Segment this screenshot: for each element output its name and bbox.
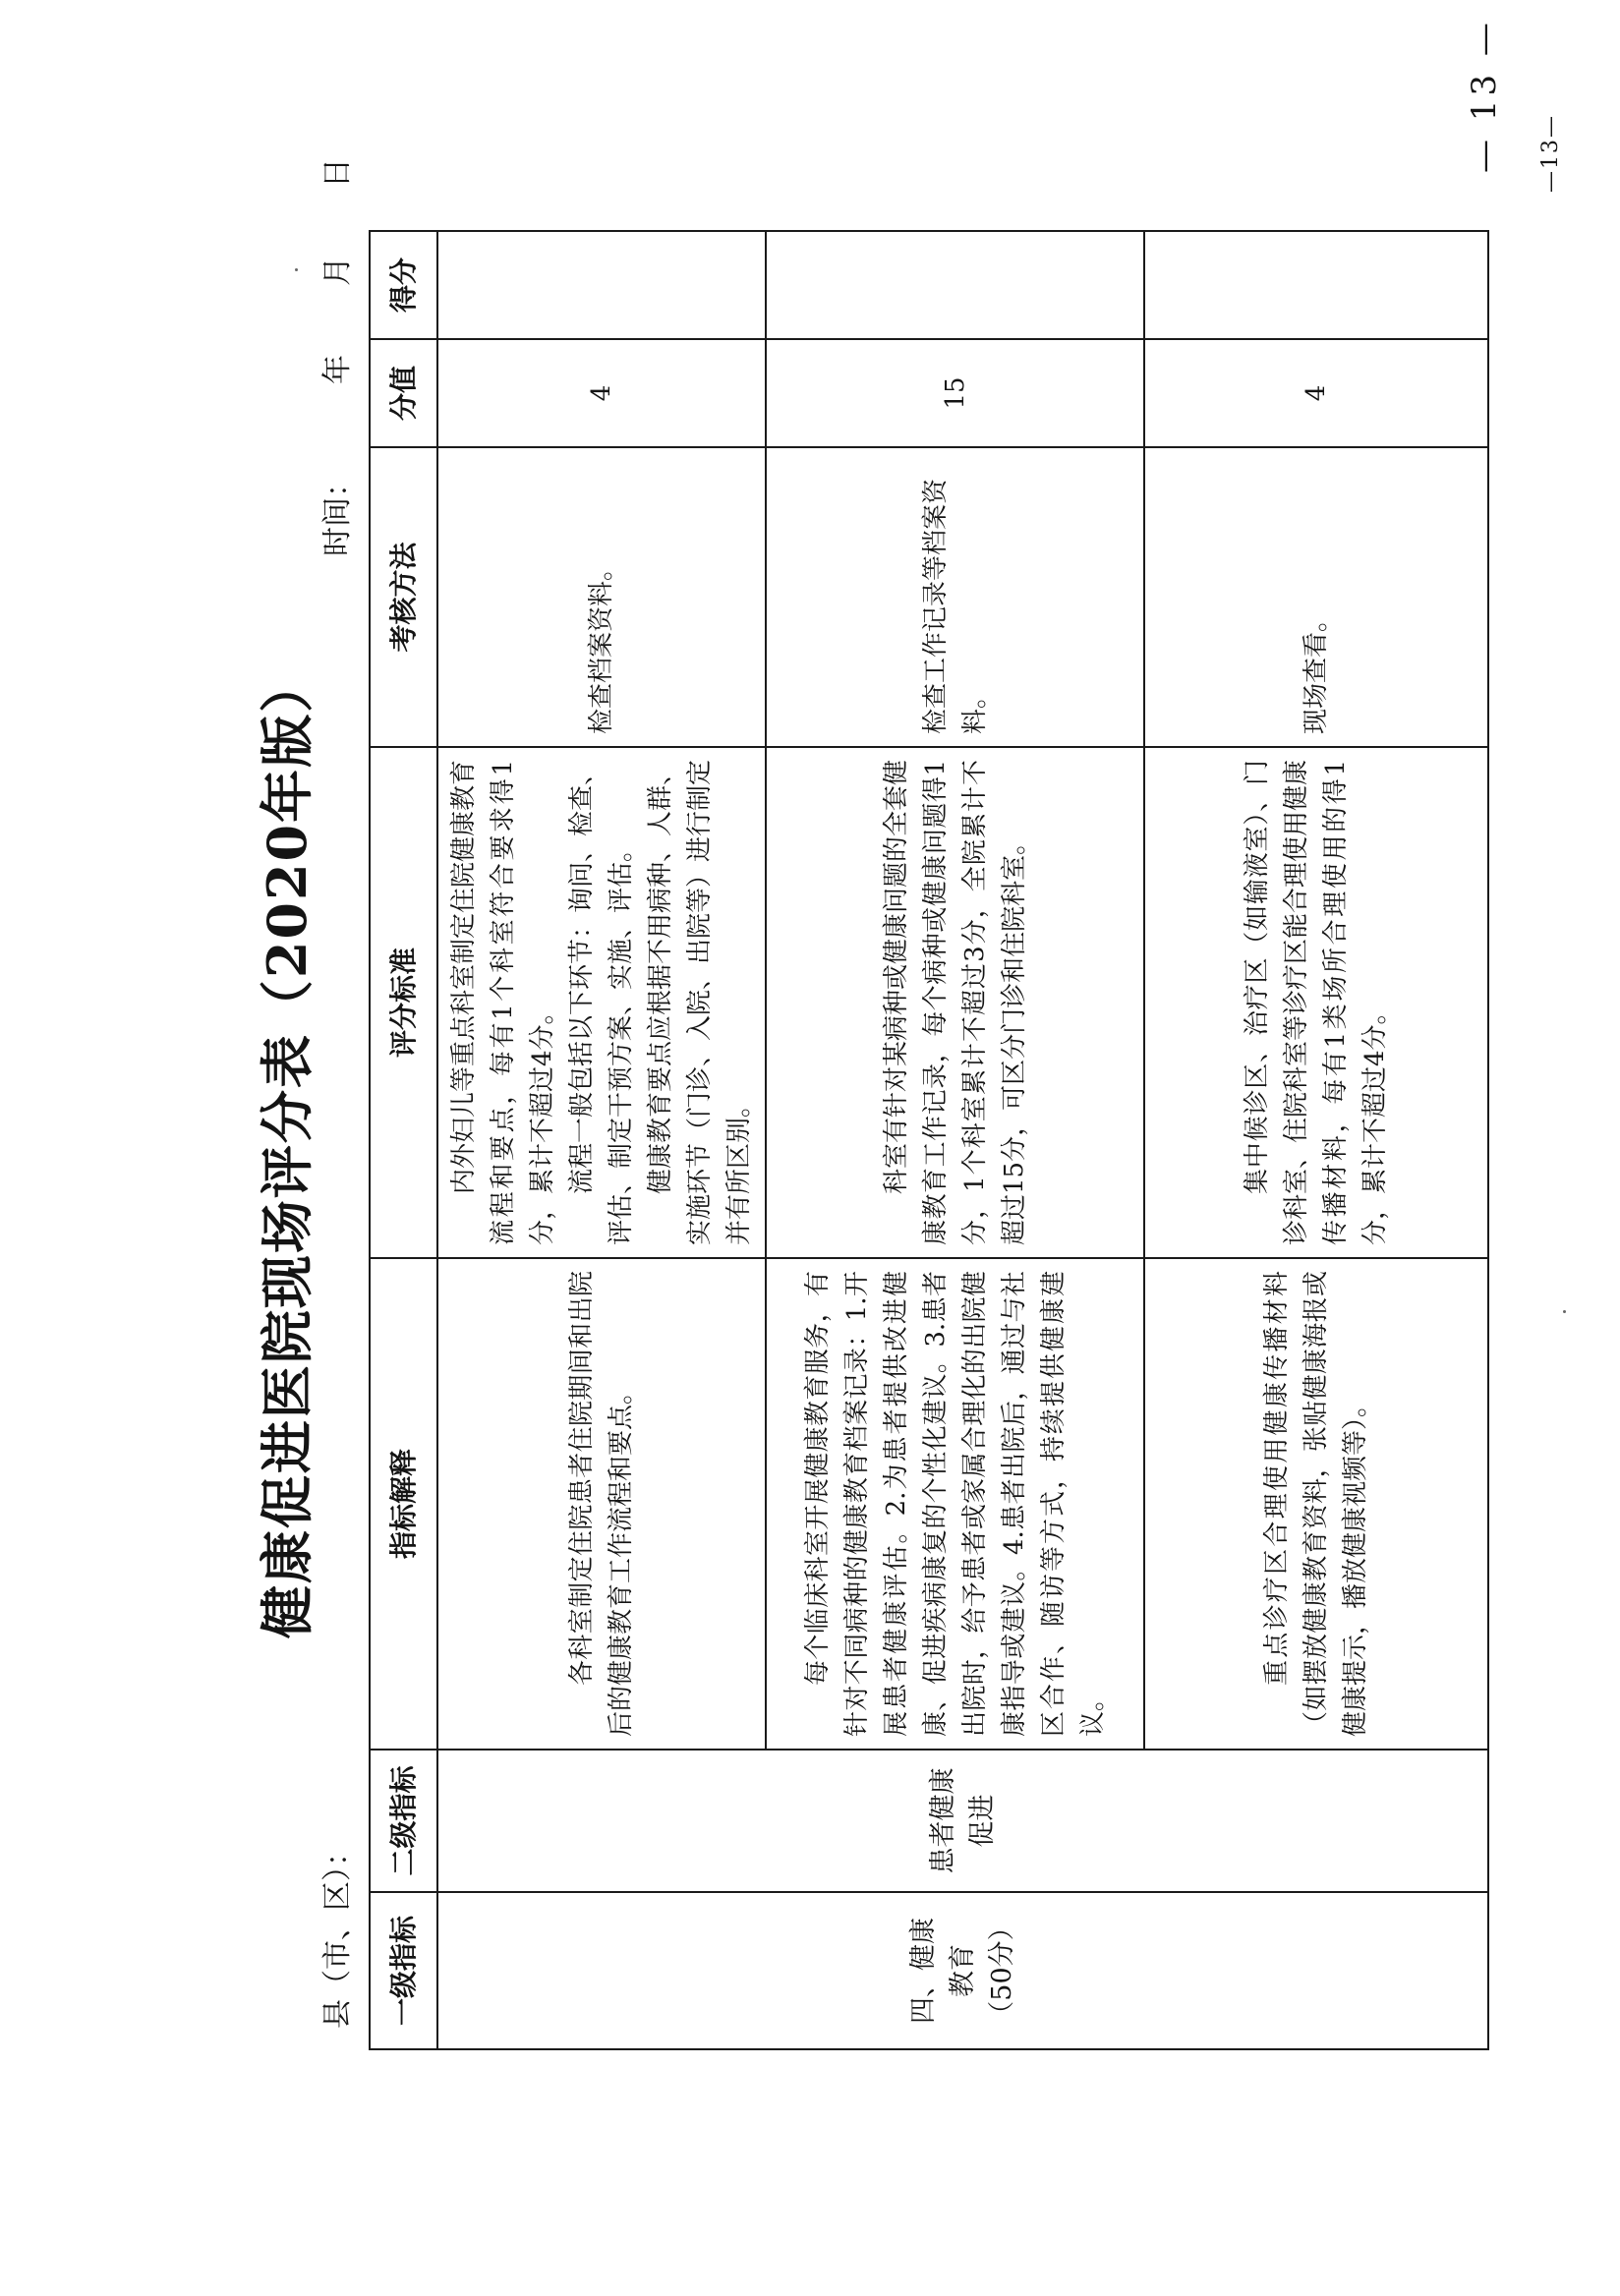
criteria-text: 集中候诊区、治疗区（如输液室）、门诊科室、住院科室等诊疗区能合理使用健康传播材料，每有1类场所合理使用的得1分，累计不超过4分。 — [1243, 759, 1390, 1245]
criteria-text: 流程一般包括以下环节：询问、检查、评估、制定干预方案、实施、评估。 — [567, 759, 636, 1245]
level1-score: （50分） — [986, 1914, 1017, 2028]
explanation-text: 每个临床科室开展健康教育服务，有针对不同病种的健康教育档案记录：1.开展患者健康评估。2.为患者提供改进健康、促进疾病康复的个性化建议。3.患者出院时，给予患者或家属合理化的出院健康指导或建议。4.患者出院后，通过与社区合作、随访等方式，持续提供健康建议。 — [802, 1271, 1108, 1737]
level2-name: 患者健康促进 — [927, 1767, 998, 1874]
page-number-small: —13— — [1538, 114, 1563, 193]
value-cell: 4 — [437, 339, 766, 447]
month-label: 月 — [320, 257, 355, 286]
column-header: 考核方法 — [370, 447, 437, 747]
year-label: 年 — [320, 355, 355, 384]
explanation-cell — [437, 1258, 766, 1750]
county-label: 县（市、区）： — [320, 1837, 355, 2029]
column-header: 一级指标 — [370, 1892, 437, 2049]
method-cell: 现场查看。 — [1144, 447, 1488, 747]
criteria-text: 内外妇儿等重点科室制定住院健康教育流程和要点，每有1个科室符合要求得1分，累计不超过4分。 — [449, 759, 557, 1245]
value-cell: 15 — [766, 339, 1144, 447]
explanation-cell — [1144, 1258, 1488, 1750]
explanation-text: 重点诊疗区合理使用健康传播材料（如摆放健康教育资料，张贴健康海报或健康提示，播放健康视频等）。 — [1262, 1271, 1370, 1737]
level1-indicator-cell — [437, 1892, 1488, 2049]
criteria-text: 科室有针对某病种或健康问题的全套健康教育工作记录，每个病种或健康问题得1分，1个科室累计不超过3分，全院累计不超过15分，可区分门诊和住院科室。 — [881, 759, 1029, 1245]
scan-speck — [1563, 1310, 1566, 1313]
score-table — [369, 230, 1489, 2050]
criteria-cell — [1144, 747, 1488, 1258]
column-header: 二级指标 — [370, 1750, 437, 1892]
level2-indicator-cell — [437, 1750, 1488, 1892]
time-label: 时间： — [320, 468, 355, 556]
score-cell[interactable] — [437, 231, 766, 339]
method-cell: 检查工作记录等档案资料。 — [766, 447, 1144, 747]
criteria-text: 健康教育要点应根据不用病种、人群、实施环节（门诊、入院、出院等）进行制定并有所区别。 — [646, 759, 754, 1245]
scan-speck — [295, 268, 298, 271]
score-cell[interactable] — [1144, 231, 1488, 339]
page-number: — 13 — — [1465, 19, 1504, 173]
column-header: 得分 — [370, 231, 437, 339]
score-cell[interactable] — [766, 231, 1144, 339]
page-title: 健康促进医院现场评分表（2020年版） — [256, 657, 318, 1639]
criteria-cell — [437, 747, 766, 1258]
method-cell: 检查档案资料。 — [437, 447, 766, 747]
day-label: 日 — [320, 158, 355, 188]
table-row — [437, 231, 766, 2049]
value-cell: 4 — [1144, 339, 1488, 447]
column-header: 指标解释 — [370, 1258, 437, 1750]
level1-name: 四、健康教育 — [907, 1918, 978, 2024]
criteria-cell — [766, 747, 1144, 1258]
column-header: 评分标准 — [370, 747, 437, 1258]
explanation-text: 各科室制定住院患者住院期间和出院后的健康教育工作流程和要点。 — [567, 1271, 636, 1737]
table-header-row — [370, 231, 437, 2049]
explanation-cell — [766, 1258, 1144, 1750]
date-line — [313, 158, 356, 556]
column-header: 分值 — [370, 339, 437, 447]
